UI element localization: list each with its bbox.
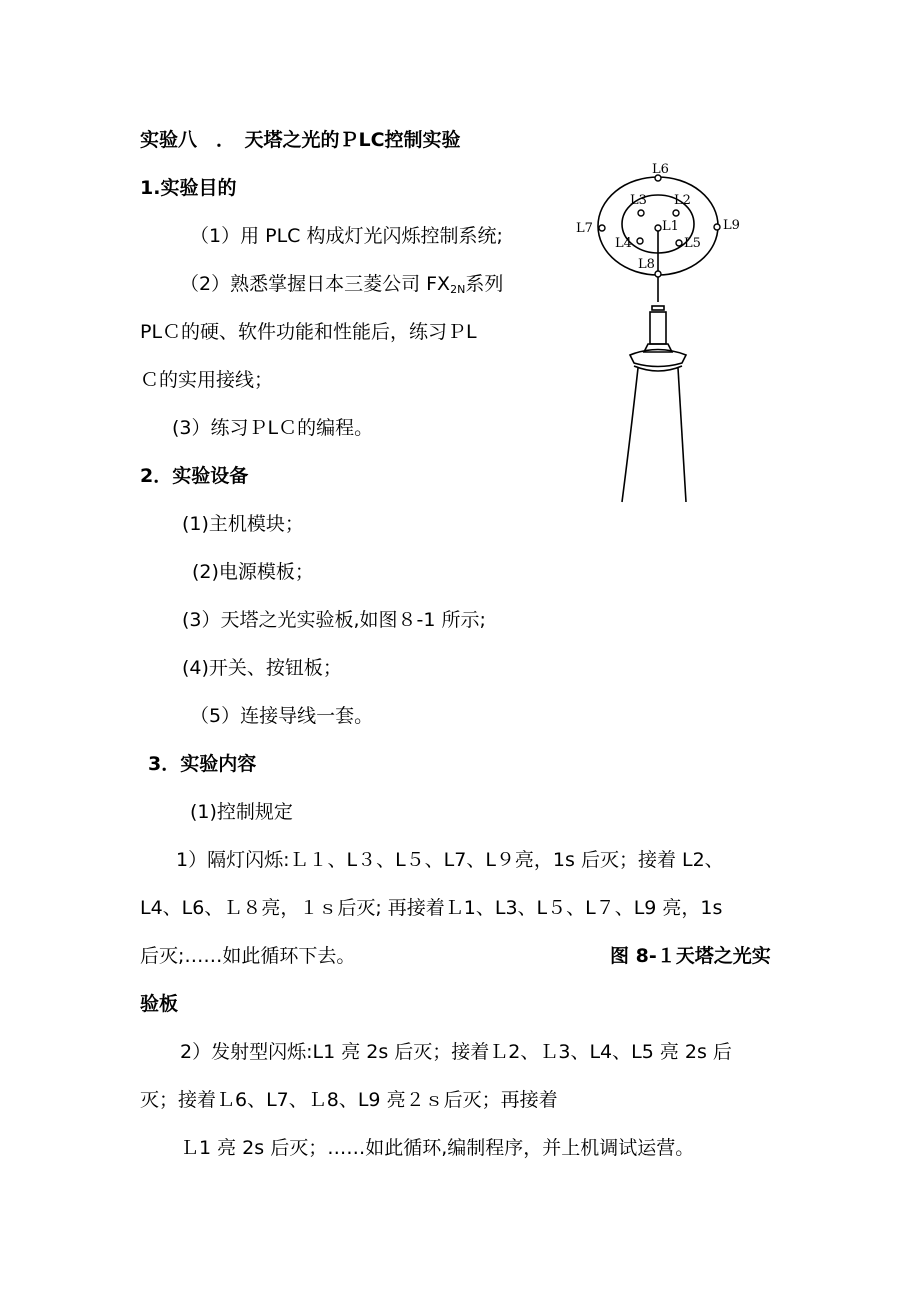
rule-2-line-3: Ｌ1 亮 2s 后灭；……如此循环,编制程序，并上机调试运营。: [180, 1137, 695, 1159]
content-subheading: (1)控制规定: [190, 801, 293, 823]
lamp-l7-label: L7: [576, 221, 593, 236]
lamp-l8-label: L8: [638, 257, 655, 272]
rule-2-line-1: 2）发射型闪烁:L1 亮 2s 后灭；接着Ｌ2、Ｌ3、L4、L5 亮 2s 后: [180, 1041, 732, 1063]
lamp-l4-marker: [637, 238, 643, 244]
purpose-item-1: （1）用 PLC 构成灯光闪烁控制系统;: [190, 225, 503, 247]
tower-light-figure: [570, 150, 750, 510]
tower-leg-right: [678, 368, 686, 502]
rule-1-line-2: L4、L6、Ｌ８亮，１ｓ后灭; 再接着Ｌ1、L3、L５、L７、L9 亮，1s: [140, 897, 723, 919]
equipment-item-3: (3）天塔之光实验板,如图８-1 所示;: [182, 609, 486, 631]
section-3-heading: 3．实验内容: [148, 753, 257, 775]
lamp-l3-marker: [638, 210, 644, 216]
lamp-l6-label: L6: [652, 162, 669, 177]
lamp-l5-label: L5: [684, 236, 701, 251]
equipment-item-2: (2)电源模板；: [192, 561, 314, 583]
purpose-item-2-cont-1: PLＣ的硬、软件功能和性能后，练习ＰL: [140, 321, 477, 343]
purpose-item-2-subscript: 2N: [450, 283, 466, 296]
lamp-l9-marker: [714, 224, 720, 230]
equipment-item-1: (1)主机模块；: [182, 513, 304, 535]
mast-upper: [650, 312, 666, 344]
equipment-item-5: （5）连接导线一套。: [190, 705, 374, 727]
purpose-item-2: [180, 272, 503, 302]
purpose-item-2-suffix: 系列: [465, 273, 504, 295]
rule-1-line-1: 1）隔灯闪烁:Ｌ１、L３、L５、L7、L９亮，1s 后灭；接着 L2、: [176, 849, 724, 871]
rule-2-line-2: 灭；接着Ｌ6、L7、Ｌ8、L9 亮２ｓ后灭；再接着: [140, 1089, 558, 1111]
page-title: 实验八 ． 天塔之光的ＰLC控制实验: [140, 129, 461, 151]
section-1-heading: 1.实验目的: [140, 177, 237, 199]
equipment-item-4: (4)开关、按钮板；: [182, 657, 342, 679]
purpose-item-2-text: （2）熟悉掌握日本三菱公司 FX: [180, 273, 451, 295]
tower-leg-left: [622, 368, 638, 502]
purpose-item-2-cont-2: Ｃ的实用接线；: [140, 369, 274, 391]
lamp-l7-marker: [599, 225, 605, 231]
lamp-l8-marker: [655, 271, 661, 277]
lamp-l1-label: L1: [662, 219, 679, 234]
lamp-l5-marker: [676, 240, 682, 246]
lamp-l3-label: L3: [630, 193, 647, 208]
rule-1-line-3: 后灭;……如此循环下去。: [140, 945, 356, 967]
lamp-l2-label: L2: [674, 193, 691, 208]
figure-caption-cont: 验板: [140, 993, 179, 1015]
lamp-l1-marker: [655, 225, 661, 231]
section-2-heading: 2．实验设备: [140, 465, 249, 487]
mast-joint: [652, 306, 664, 310]
lamp-l9-label: L9: [723, 218, 740, 233]
purpose-item-3: (3）练习ＰLＣ的编程。: [172, 417, 374, 439]
lamp-l2-marker: [673, 210, 679, 216]
figure-caption: 图 8-１天塔之光实: [610, 945, 771, 967]
lamp-l4-label: L4: [615, 236, 632, 251]
